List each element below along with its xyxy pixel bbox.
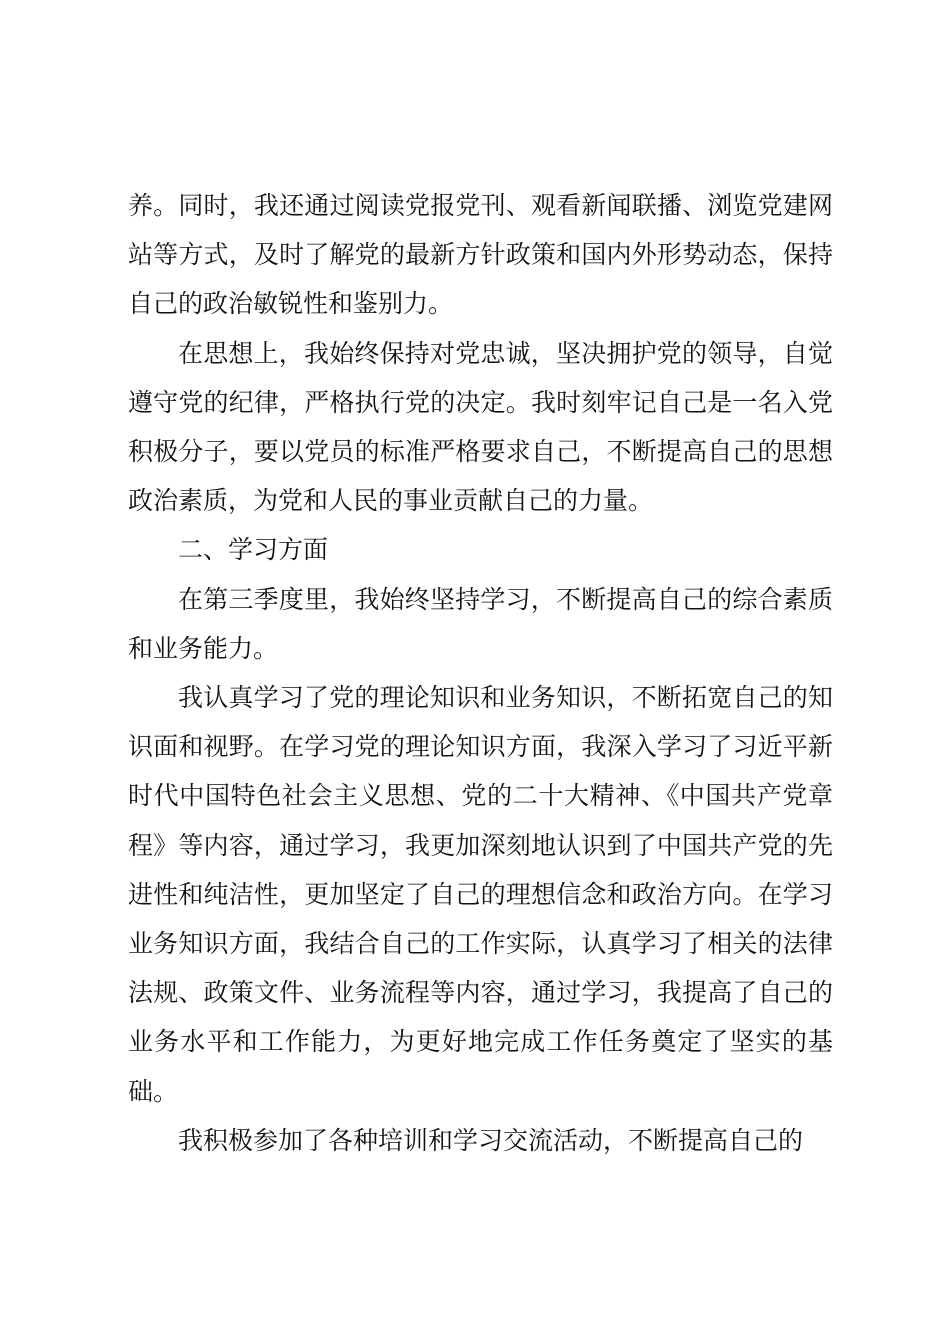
paragraph-1: 养。同时，我还通过阅读党报党刊、观看新闻联播、浏览党建网站等方式，及时了解党的最新方针政策和国内外形势动态，保持自己的政治敏锐性和鉴别力。 [128, 191, 833, 319]
paragraph-5: 我积极参加了各种培训和学习交流活动，不断提高自己的 [178, 1125, 804, 1155]
section-heading: 二、学习方面 [178, 535, 329, 565]
paragraph-4: 我认真学习了党的理论知识和业务知识，不断拓宽自己的知识面和视野。在学习党的理论知识方面，我深入学习了习近平新时代中国特色社会主义思想、党的二十大精神、《中国共产党章程》等内容，通过学习，我更加深刻地认识到了中国共产党的先进性和纯洁性，更加坚定了自己的理想信念和政治方向。在学习业务知识方面，我结合自己的工作实际，认真学习了相关的法律法规、政策文件、业务流程等内容，通过学习，我提高了自己的业务水平和工作能力，为更好地完成工作任务奠定了坚实的基础。 [128, 683, 833, 1106]
paragraph-2: 在思想上，我始终保持对党忠诚，坚决拥护党的领导，自觉遵守党的纪律，严格执行党的决定。我时刻牢记自己是一名入党积极分子，要以党员的标准严格要求自己，不断提高自己的思想政治素质，为党和人民的事业贡献自己的力量。 [128, 338, 833, 516]
document-body [128, 181, 833, 1165]
paragraph-3: 在第三季度里，我始终坚持学习，不断提高自己的综合素质和业务能力。 [128, 584, 833, 663]
